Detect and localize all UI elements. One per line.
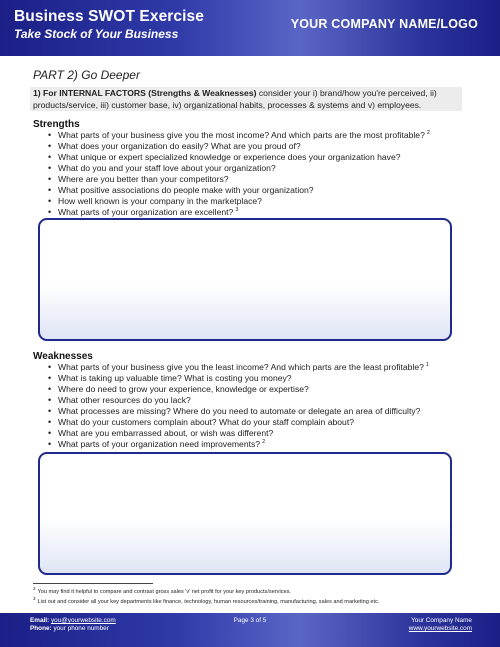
strengths-question-list bbox=[48, 130, 430, 218]
company-logo-placeholder: YOUR COMPANY NAME/LOGO bbox=[290, 17, 478, 31]
part-title: PART 2) Go Deeper bbox=[33, 68, 140, 82]
question-text: What does your organization do easily? What are you proud of? bbox=[58, 141, 301, 151]
weaknesses-question-list bbox=[48, 362, 429, 450]
list-item bbox=[48, 406, 429, 417]
list-item bbox=[48, 395, 429, 406]
question-text: What do your customers complain about? What do your staff complain about? bbox=[58, 417, 355, 427]
question-text: What do you and your staff love about your organization? bbox=[58, 163, 276, 173]
strengths-title: Strengths bbox=[33, 119, 80, 130]
list-item bbox=[48, 174, 430, 185]
list-item bbox=[48, 130, 430, 141]
footnotes bbox=[33, 587, 379, 607]
page-header bbox=[0, 0, 500, 56]
weaknesses-answer-box[interactable] bbox=[38, 452, 452, 575]
list-item bbox=[48, 428, 429, 439]
question-text: What unique or expert specialized knowledge or experience does your organization have? bbox=[58, 152, 401, 162]
list-item bbox=[48, 196, 430, 207]
list-item bbox=[48, 373, 429, 384]
footnote-text: You may find it helpful to compare and contrast gross sales 'v' net profit for your key products/services. bbox=[37, 589, 291, 595]
question-text: How well known is your company in the marketplace? bbox=[58, 196, 262, 206]
document-title: Business SWOT Exercise bbox=[14, 8, 205, 25]
footer-email-link[interactable]: you@yourwebsite.com bbox=[50, 617, 116, 624]
list-item bbox=[48, 152, 430, 163]
footer-phone-label: Phone: bbox=[30, 625, 52, 632]
list-item bbox=[48, 384, 429, 395]
footnote-reference: 2 bbox=[426, 130, 430, 137]
footnote-text: List out and consider all your key departments like finance, technology, human resources/training, manufacturing, sales and marketing etc. bbox=[37, 599, 380, 605]
question-text: Where do need to grow your experience, knowledge or expertise? bbox=[58, 384, 309, 394]
question-text: What parts of your business give you the least income? And which parts are the least profitable? bbox=[58, 362, 424, 372]
page-footer bbox=[0, 613, 500, 647]
question-text: What parts of your organization are excellent? bbox=[58, 207, 234, 217]
footer-website-link[interactable]: www.yourwebsite.com bbox=[408, 625, 472, 632]
question-text: What parts of your organization need improvements? bbox=[58, 439, 261, 449]
footer-company-name: Your Company Name bbox=[411, 617, 472, 624]
weaknesses-title: Weaknesses bbox=[33, 351, 93, 362]
list-item bbox=[48, 141, 430, 152]
document-subtitle: Take Stock of Your Business bbox=[14, 27, 179, 41]
footer-phone-value: your phone number bbox=[53, 625, 109, 632]
question-text: What parts of your business give you the most income? And which parts are the most profitable? bbox=[58, 130, 425, 140]
question-text: What is taking up valuable time? What is costing you money? bbox=[58, 373, 292, 383]
footnote-number: 2 bbox=[33, 586, 36, 592]
intro-rest-text: consider your i) brand/how you're perceived, ii) products/service, iii) customer base, iv) organizational habits, processes & systems and v) employees. bbox=[33, 88, 437, 110]
list-item bbox=[48, 362, 429, 373]
list-item bbox=[48, 163, 430, 174]
list-item bbox=[48, 185, 430, 196]
list-item bbox=[48, 207, 430, 218]
footnote bbox=[33, 587, 379, 597]
question-text: Where are you better than your competitors? bbox=[58, 174, 229, 184]
question-text: What positive associations do people make with your organization? bbox=[58, 185, 314, 195]
list-item bbox=[48, 417, 429, 428]
footnote-number: 3 bbox=[33, 596, 36, 602]
footer-email-label: Email: bbox=[30, 617, 50, 624]
intro-bold-text: 1) For INTERNAL FACTORS (Strengths & Weaknesses) bbox=[33, 88, 257, 98]
strengths-answer-box[interactable] bbox=[38, 218, 452, 341]
footnote bbox=[33, 597, 379, 607]
question-text: What are you embarrassed about, or wish was different? bbox=[58, 428, 274, 438]
question-text: What processes are missing? Where do you need to automate or delegate an area of difficulty? bbox=[58, 406, 421, 416]
footnote-reference: 1 bbox=[425, 362, 429, 369]
question-text: What other resources do you lack? bbox=[58, 395, 191, 405]
footnote-reference: 3 bbox=[235, 207, 239, 214]
footer-page-number: Page 3 of 5 bbox=[233, 617, 267, 624]
footnote-divider bbox=[33, 583, 153, 584]
list-item bbox=[48, 439, 429, 450]
footnote-reference: 2 bbox=[262, 439, 266, 446]
internal-factors-intro bbox=[30, 87, 462, 111]
footer-company bbox=[409, 617, 472, 633]
